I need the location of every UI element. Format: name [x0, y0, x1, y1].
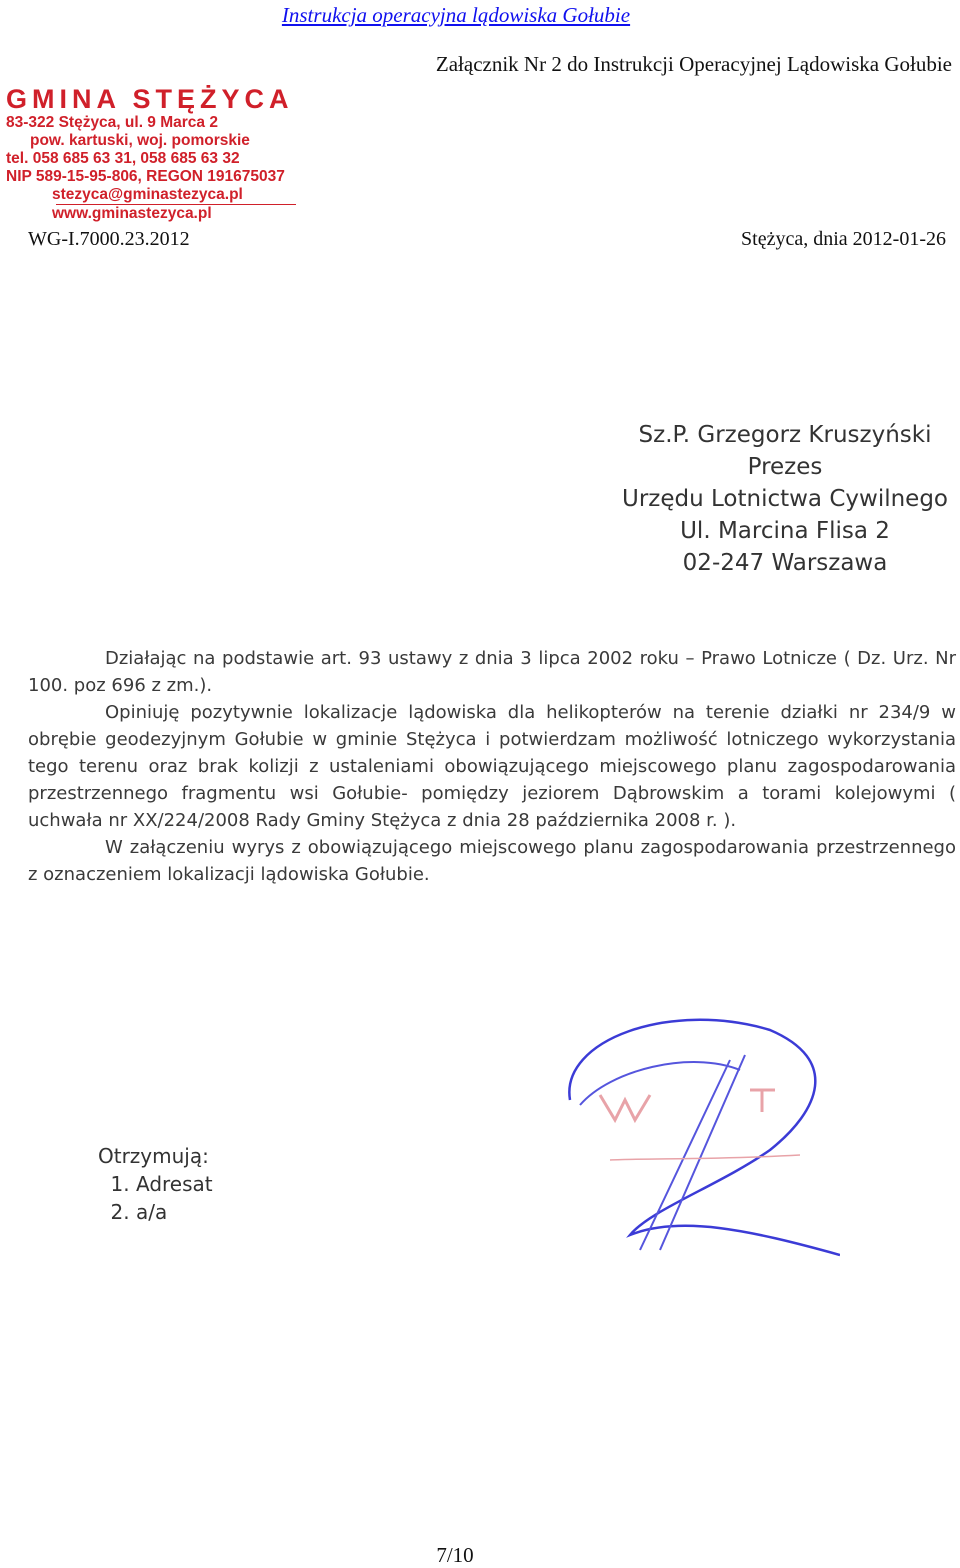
addressee-line: Sz.P. Grzegorz Kruszyński: [638, 422, 932, 448]
municipality-stamp: [6, 84, 306, 223]
letter-body: [28, 645, 956, 888]
addressee-line: Prezes: [747, 454, 823, 480]
stamp-line: NIP 589-15-95-806, REGON 191675037: [6, 168, 285, 185]
signature-mark: [540, 1000, 840, 1260]
attachment-title: Załącznik Nr 2 do Instrukcji Operacyjnej Lądowiska Gołubie: [435, 52, 952, 76]
recipients-block: [98, 1142, 213, 1226]
list-item: 2. a/a: [136, 1198, 213, 1226]
addressee-block: [560, 419, 960, 579]
letter-date: Stężyca, dnia 2012-01-26: [741, 228, 946, 250]
stamp-line: www.gminastezyca.pl: [52, 205, 212, 222]
body-paragraph: W załączeniu wyrys z obowiązującego miejscowego planu zagospodarowania przestrzennego z oznaczeniem lokalizacji lądowiska Gołubie.: [28, 837, 956, 885]
stamp-line: GMINA STĘŻYCA: [6, 84, 294, 114]
reference-number: WG-I.7000.23.2012: [28, 228, 190, 250]
addressee-line: Ul. Marcina Flisa 2: [680, 518, 890, 544]
stamp-line: stezyca@gminastezyca.pl: [52, 186, 243, 203]
page-number: 7/10: [436, 1543, 474, 1567]
body-paragraph: Działając na podstawie art. 93 ustawy z dnia 3 lipca 2002 roku – Prawo Lotnicze ( Dz. Urz. Nr 100. poz 696 z zm.).: [28, 648, 956, 696]
recipients-list: [98, 1170, 213, 1226]
stamp-line: 83-322 Stężyca, ul. 9 Marca 2: [6, 114, 218, 131]
stamp-line: pow. kartuski, woj. pomorskie: [30, 132, 250, 149]
document-header-title: Instrukcja operacyjna lądowiska Gołubie: [281, 3, 631, 27]
list-item: 1. Adresat: [136, 1170, 213, 1198]
addressee-line: Urzędu Lotnictwa Cywilnego: [621, 486, 948, 512]
body-paragraph: Opiniuję pozytywnie lokalizacje lądowiska dla helikopterów na terenie działki nr 234/9 w obrębie geodezyjnym Gołubie w gminie Stężyca i potwierdzam możliwość lotniczego wykorzystania tego terenu oraz brak kolizji z ustaleniami obowiązującego miejscowego planu zagospodarowania przestrzennego fragmentu wsi Gołubie- pomiędzy jeziorem Dąbrowskim a torami kolejowymi ( uchwała nr XX/224/2008 Rady Gminy Stężyca z dnia 28 października 2008 r. ).: [28, 702, 956, 831]
recipients-title: Otrzymują:: [98, 1144, 209, 1168]
addressee-line: 02-247 Warszawa: [682, 550, 888, 576]
stamp-line: tel. 058 685 63 31, 058 685 63 32: [6, 150, 240, 167]
